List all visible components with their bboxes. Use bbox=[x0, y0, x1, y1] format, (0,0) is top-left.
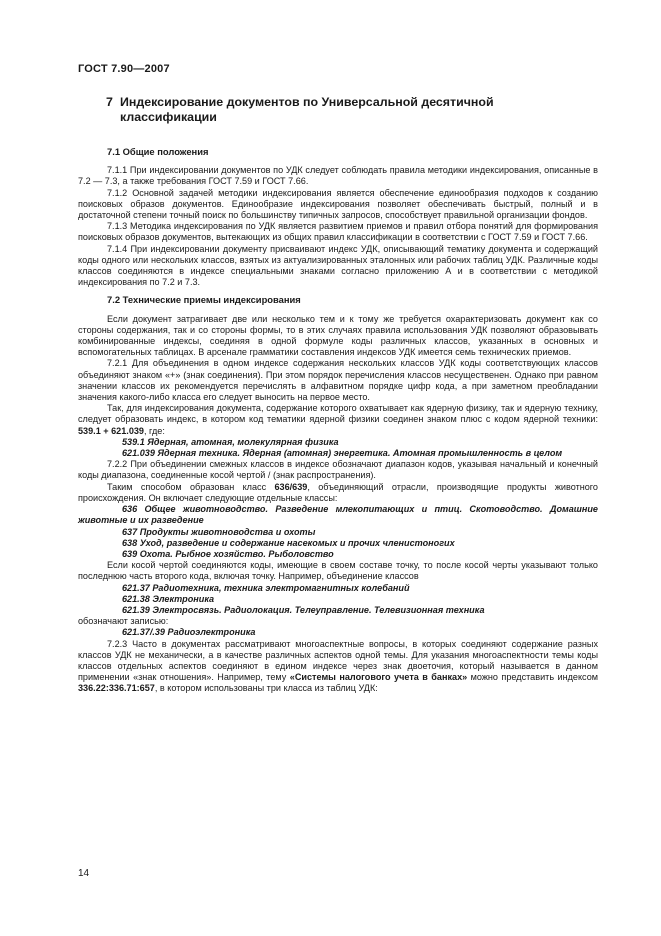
p723-code: 336.22:336.71:657 bbox=[78, 683, 155, 694]
paragraph-7-2-1-example-intro bbox=[78, 403, 598, 437]
example-621-37-39: 621.37/.39 Радиоэлектроника bbox=[122, 627, 256, 638]
paragraph-7-2-1: 7.2.1 Для объединения в одном индексе содержания нескольких классов УДК коды соответствующих классов объединяют знаком «+» (знак соединения). При этом порядок перечисления классов несущественен. Однако при равном значении классов их рекомендуется перечислять в алфавитном порядке цифр кода, а при заметном преобладании значения какого-либо класса его следует выносить на первое место. bbox=[78, 358, 598, 403]
paragraph-7-1-4: 7.1.4 При индексировании документу присваивают индекс УДК, описывающий тематику документа и содержащий коды одного или нескольких классов, взятых из актуализированных эталонных или рабочих таблиц УДК. Различные коды классов соединяются в индексе специальными знаками согласно приложению А и в соответствии с методикой индексирования по 7.2 и 7.3. bbox=[78, 243, 598, 288]
p722b-a: Таким способом образован класс bbox=[107, 481, 275, 492]
paragraph-7-2-2: 7.2.2 При объединении смежных классов в индексе обозначают диапазон кодов, указывая начальный и конечный коды диапазона, соединенные косой чертой / (знак распространения). bbox=[78, 459, 598, 481]
page-number: 14 bbox=[78, 868, 90, 879]
paragraph-7-2-intro: Если документ затрагивает две или несколько тем и к тому же требуется охарактеризовать документ как со стороны содержания, так и со стороны формы, то в этих случаях правила использования УДК позволяют образовывать комбинированные индексы, соединяя в одной формуле коды различных классов, указанных в основных и вспомогательных таблицах. В арсенале грамматики составления индексов УДК имеется семь технических приемов. bbox=[78, 313, 598, 358]
p723-bold: «Системы налогового учета в банках» bbox=[289, 672, 468, 683]
example-621-39: 621.39 Электросвязь. Радиолокация. Телеуправление. Телевизионная техника bbox=[122, 604, 485, 615]
standard-header: ГОСТ 7.90—2007 bbox=[78, 63, 170, 75]
paragraph-notation: обозначают записью: bbox=[78, 616, 169, 627]
paragraph-7-2-2-slash-rule: Если косой чертой соединяются коды, имеющие в своем составе точку, то после косой черты указывают только последнюю часть второго кода, включая точку. Например, объединение классов bbox=[78, 560, 598, 582]
p721b-end: , где: bbox=[144, 425, 165, 436]
example-638: 638 Уход, разведение и содержание насекомых и прочих членистоногих bbox=[122, 537, 455, 548]
chapter-number: 7 bbox=[106, 95, 113, 109]
section-7-1-heading: 7.1 Общие положения bbox=[107, 146, 209, 157]
paragraph-7-1-1: 7.1.1 При индексировании документов по УДК следует соблюдать правила методики индексирования, описанные в 7.2 — 7.3, а также требования ГОСТ 7.59 и ГОСТ 7.66. bbox=[78, 165, 598, 187]
chapter-title bbox=[106, 95, 598, 125]
p722b-b: , объединяющий отрасли, производящие продукты животного происхождения. Он включает следующие отдельные классы: bbox=[78, 481, 598, 503]
paragraph-7-2-2-example-intro bbox=[78, 482, 598, 504]
example-637: 637 Продукты животноводства и охоты bbox=[122, 526, 316, 537]
p722b-code: 636/639 bbox=[274, 481, 308, 492]
example-621-38: 621.38 Электроника bbox=[122, 593, 215, 604]
paragraph-7-1-2: 7.1.2 Основной задачей методики индексирования является обеспечение единообразия подходов к созданию поисковых образов документов. Единообразие индексирования позволяет обеспечивать быстрый, полный и в достаточной степени точный поиск по большинству типичных запросов, способствует правильной организации фондов. bbox=[78, 187, 598, 221]
p723-a: 7.2.3 Часто в документах рассматривают многоаспектные вопросы, в которых соединяют содержание разных классов УДК не механически, а в качестве различных аспектов одной темы. Для указания многоаспектности темы коды классов отдельных аспектов соединяют в едином индексе через знак двоеточия, который называется в данном применении «знак отношения». Например, тему bbox=[78, 638, 598, 683]
paragraph-7-1-3: 7.1.3 Методика индексирования по УДК является развитием приемов и правил отбора понятий для формирования поисковых образов документов, вытекающих из общих правил классификации в соответствии с ГОСТ 7.59 и ГОСТ 7.66. bbox=[78, 221, 598, 243]
example-621-37: 621.37 Радиотехника, техника электромагнитных колебаний bbox=[122, 582, 410, 593]
chapter-title-line2: классификации bbox=[120, 110, 217, 124]
section-7-2-heading: 7.2 Технические приемы индексирования bbox=[107, 294, 301, 306]
page-content bbox=[78, 95, 598, 695]
example-636: 636 Общее животноводство. Разведение млекопитающих и птиц. Скотоводство. Домашние животные и их разведение bbox=[78, 504, 598, 526]
p721b-text: Так, для индексирования документа, содержание которого охватывает как ядерную физику, так и ядерную технику, следует образовать индекс, в котором код тематики ядерной физики соединен знаком плюс с кодом ядерной техники: bbox=[78, 403, 598, 425]
chapter-title-line1: Индексирование документов по Универсальной десятичной bbox=[120, 95, 494, 109]
p723-b: можно представить индексом bbox=[467, 672, 598, 683]
paragraph-7-2-3 bbox=[78, 639, 598, 695]
example-539-1: 539.1 Ядерная, атомная, молекулярная физика bbox=[122, 436, 339, 447]
p721b-code: 539.1 + 621.039 bbox=[78, 425, 144, 436]
example-621-039: 621.039 Ядерная техника. Ядерная (атомная) энергетика. Атомная промышленность в целом bbox=[122, 448, 563, 459]
p723-c: , в котором использованы три класса из таблиц УДК: bbox=[154, 683, 378, 694]
example-639: 639 Охота. Рыбное хозяйство. Рыболовство bbox=[122, 548, 334, 559]
